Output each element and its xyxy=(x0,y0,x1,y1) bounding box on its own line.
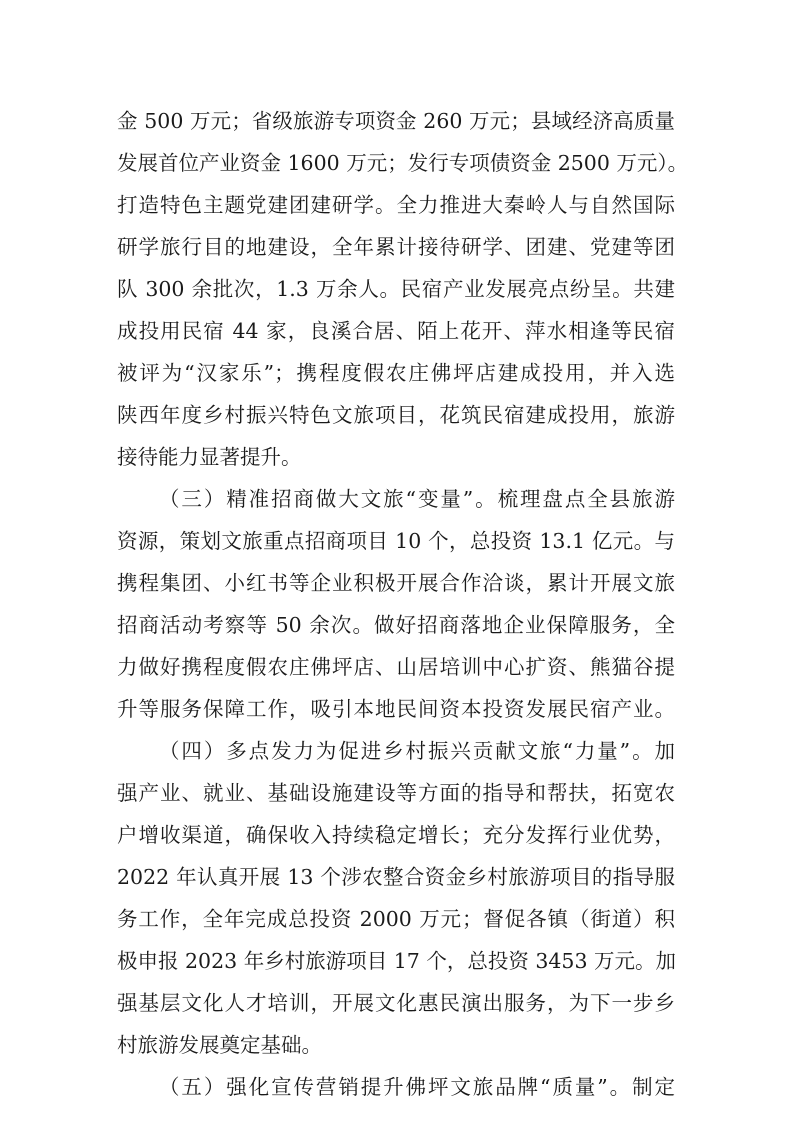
paragraph-line: 金 500 万元；省级旅游专项资金 260 万元；县域经济高质量 xyxy=(117,109,675,133)
paragraph-line: 力做好携程度假农庄佛坪店、山居培训中心扩资、熊猫谷提 xyxy=(117,655,675,679)
paragraph-line: 户增收渠道，确保收入持续稳定增长；充分发挥行业优势， xyxy=(117,823,675,847)
paragraph-line: 强产业、就业、基础设施建设等方面的指导和帮扶，拓宽农 xyxy=(117,781,675,805)
paragraph-line: 研学旅行目的地建设，全年累计接待研学、团建、党建等团 xyxy=(117,235,675,259)
paragraph-line: 升等服务保障工作，吸引本地民间资本投资发展民宿产业。 xyxy=(117,697,675,721)
section-heading-line: （四）多点发力为促进乡村振兴贡献文旅“力量”。加 xyxy=(159,739,675,763)
paragraph-line: 招商活动考察等 50 余次。做好招商落地企业保障服务，全 xyxy=(117,613,675,637)
paragraph-line: 携程集团、小红书等企业积极开展合作洽谈，累计开展文旅 xyxy=(117,571,675,595)
paragraph-line: 打造特色主题党建团建研学。全力推进大秦岭人与自然国际 xyxy=(117,193,675,217)
paragraph-line: 发展首位产业资金 1600 万元；发行专项债资金 2500 万元）。 xyxy=(117,151,689,175)
paragraph-line: 接待能力显著提升。 xyxy=(117,445,302,469)
paragraph-line: 强基层文化人才培训，开展文化惠民演出服务，为下一步乡 xyxy=(117,991,675,1015)
paragraph-line: 务工作，全年完成总投资 2000 万元；督促各镇（街道）积 xyxy=(117,907,675,931)
paragraph-line: 资源，策划文旅重点招商项目 10 个，总投资 13.1 亿元。与 xyxy=(117,529,675,553)
paragraph-line: 极申报 2023 年乡村旅游项目 17 个，总投资 3453 万元。加 xyxy=(117,949,677,973)
paragraph-line: 被评为“汉家乐”；携程度假农庄佛坪店建成投用，并入选 xyxy=(117,361,675,385)
paragraph-line: 村旅游发展奠定基础。 xyxy=(117,1033,322,1057)
paragraph-line: 陕西年度乡村振兴特色文旅项目，花筑民宿建成投用，旅游 xyxy=(117,403,675,427)
section-heading-line: （五）强化宣传营销提升佛坪文旅品牌“质量”。制定 xyxy=(159,1075,675,1099)
paragraph-line: 2022 年认真开展 13 个涉农整合资金乡村旅游项目的指导服 xyxy=(117,865,675,889)
paragraph-line: 成投用民宿 44 家，良溪合居、陌上花开、萍水相逢等民宿 xyxy=(117,319,675,343)
paragraph-line: 队 300 余批次，1.3 万余人。民宿产业发展亮点纷呈。共建 xyxy=(117,277,675,301)
section-heading-line: （三）精准招商做大文旅“变量”。梳理盘点全县旅游 xyxy=(159,487,675,511)
